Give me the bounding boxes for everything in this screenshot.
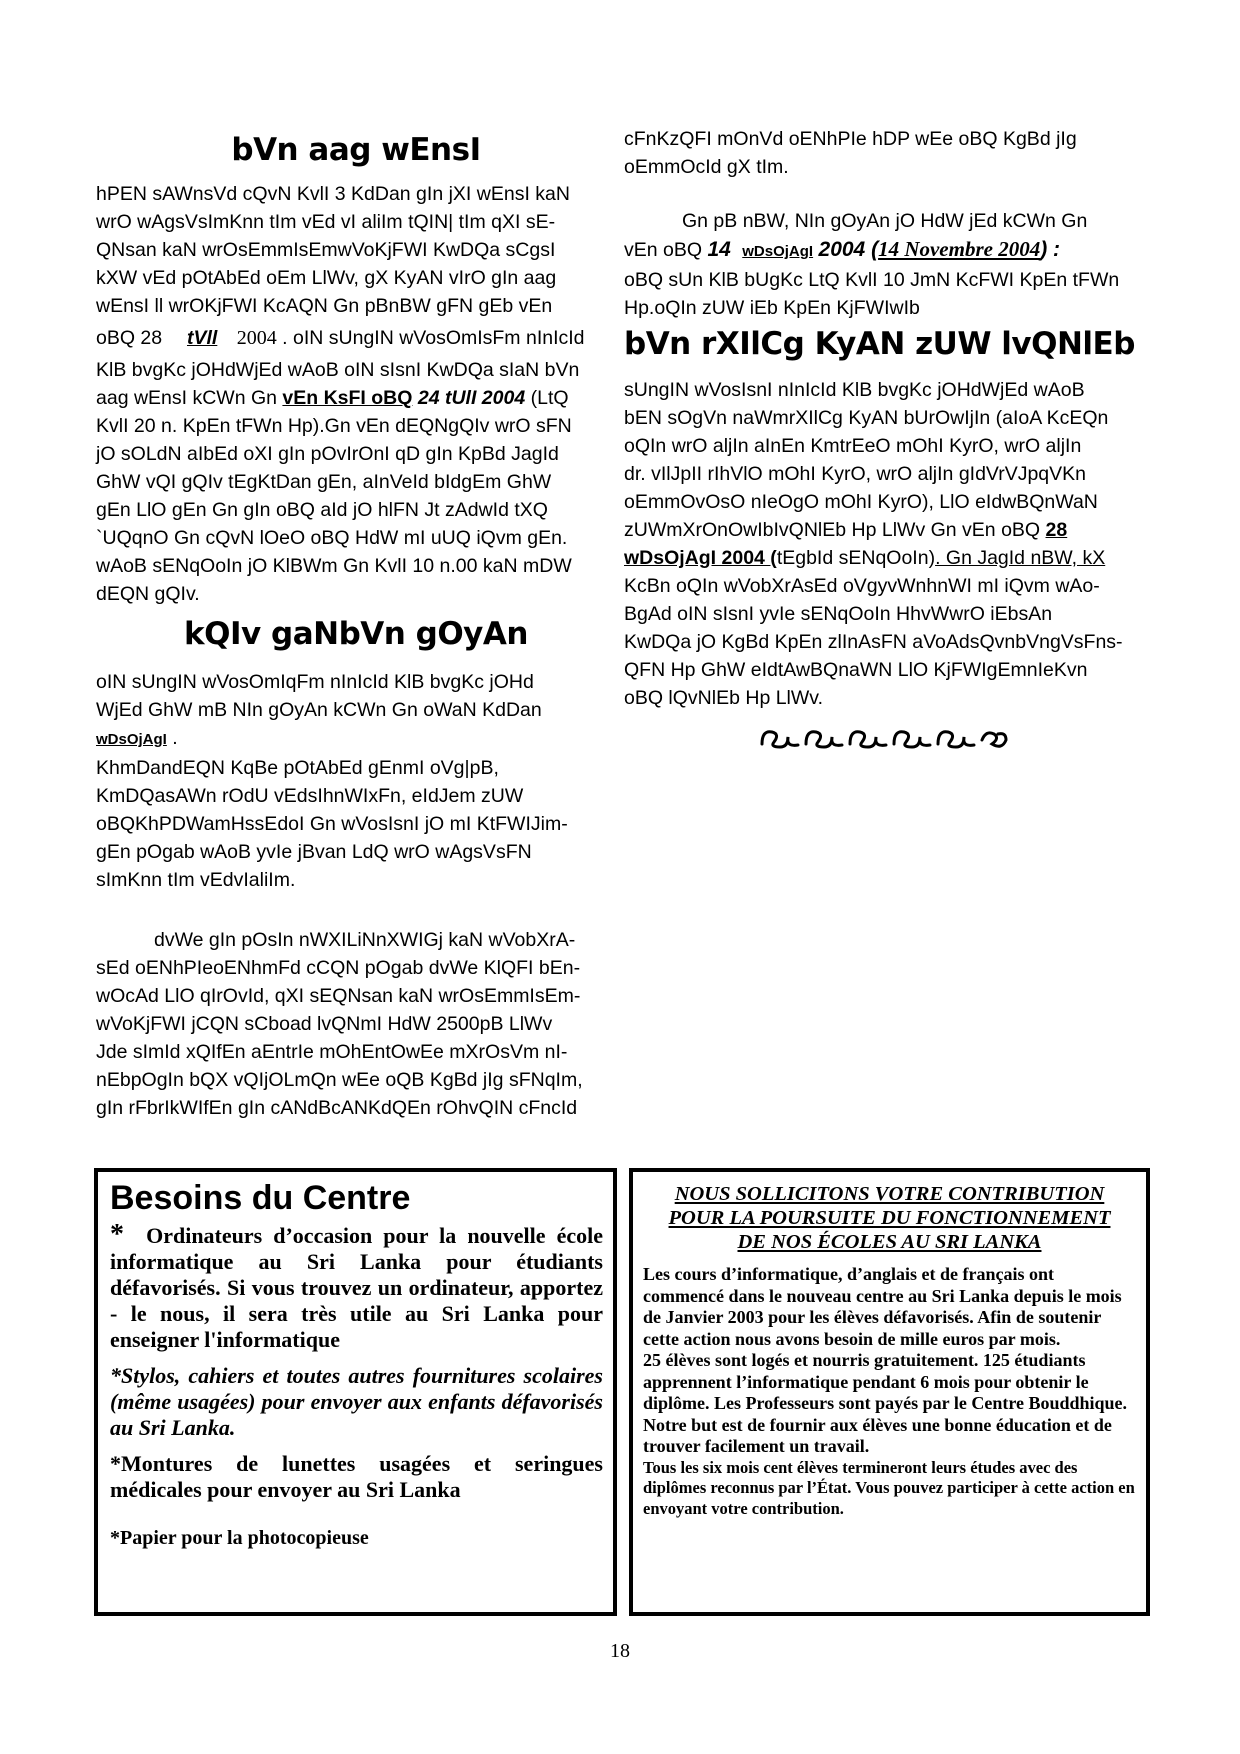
text-line: oBQKhPDWamHssEdoI Gn wVosIsnI jO mI KtFWIJim- [96,813,568,835]
text-line: bEN sOgVn naWmrXIlCg KyAN bUrOwIjIn (aIoA KcEQn [624,407,1109,429]
page-number: 18 [610,1640,630,1662]
text-line: cFnKzQFI mOnVd oENhPIe hDP wEe oBQ KgBd jIg [624,128,1077,150]
text-line: KvlI 20 n. KpEn tFWn Hp).Gn vEn dEQNgQIv wrO sFN [96,415,572,437]
sinhala-decorative-ornament-icon [624,722,1144,758]
contribution-paragraph-2: 25 élèves sont logés et nourris gratuitement. 125 étudiants apprennent l’informatique pendant 6 mois pour obtenir le diplôme. Les Professeurs sont payés par le Centre Bouddhique. Notre but est de fournir aux élèves une bonne éducation et de trouver facilement un travail. [643,1350,1128,1456]
section-title-1: bVn aag wEnsI [231,132,481,168]
text-line: oIN sUngIN wVosOmIqFm nInIcId KlB bvgKc jOHd [96,671,534,693]
text-line: Hp.oQIn zUW iEb KpEn KjFWIwIb [624,297,920,319]
need-item-school-supplies: *Stylos, cahiers et toutes autres fournitures scolaires (même usagées) pour envoyer aux enfants défavorisés au Sri Lanka. [110,1363,603,1440]
text-line: `UQqnO Gn cQvN lOeO oBQ HdW mI uUQ iQvm gEn. [96,527,568,549]
text-line: oQIn wrO aljIn aInEn KmtrEeO mOhI KyrO, wrO aljIn [624,435,1082,457]
underlined-link[interactable]: vEn KsFI oBQ [282,387,413,409]
continued-paragraph [624,125,1144,181]
text-line: wEnsI ll wrOKjFWI KcAQN Gn pBnBW gFN gEb vEn [96,295,553,317]
text-line [96,384,616,412]
text-line: sEd oENhPIeoENhmFd cCQN pOgab dvWe KlQFI bEn- [96,957,581,979]
text-line: nEbpOgIn bQX vQIjOLmQn wEe oQB KgBd jIg sFNqIm, [96,1069,583,1091]
date-prefix: vEn oBQ [624,239,703,261]
text-line: kXW vEd pOtAbEd oEm LlWv, gX KyAN vIrO gIn aag [96,267,557,289]
text-line: gEn pOgab wAoB yvIe jBvan LdQ wrO wAgsVsFN [96,841,532,863]
need-item-computers [110,1219,603,1353]
text-line: oBQ sUn KlB bUgKc LtQ KvlI 10 JmN KcFWI KpEn tFWn [624,269,1120,291]
text-line: QFN Hp GhW eIdtAwBQnaWN LlO KjFWIgEmnIeKvn [624,659,1088,681]
asterisk: * [110,1219,124,1250]
text-line [624,544,1144,572]
french-date: 14 Novembre 2004 [878,237,1041,261]
text-line: WjEd GhW mB NIn gOyAn kCWn Gn oWaN KdDan [96,699,542,721]
section1-paragraph [96,180,616,608]
text-line: wOcAd LlO qIrOvId, qXI sEQNsan kaN wrOsEmmIsEm- [96,985,581,1007]
section-title-2: kQIv gaNbVn gOyAn [184,616,528,652]
need-item-paper: *Papier pour la photocopieuse [110,1527,369,1549]
line-start: aag wEnsI kCWn Gn [96,387,277,409]
text-line: Gn pB nBW, NIn gOyAn jO HdW jEd kCWn Gn [682,210,1088,232]
text-line: oEmmOvOsO nIeOgO mOhI KyrO), LlO eIdwBQnWaN [624,491,1098,513]
date-suffix: . oIN sUngIN wVosOmIsFm nInIcId [282,327,585,349]
section-title-3: bVn rXIlCg KyAN zUW lvQNlEb [624,326,1135,362]
needs-title: Besoins du Centre [110,1179,411,1217]
text-line: wrO wAgsVsImKnn tIm vEd vI aliIm tQIN| tIm qXI sE- [96,211,556,233]
contribution-heading [643,1182,1136,1254]
heading-line: DE NOS ÉCOLES AU SRI LANKA [737,1231,1042,1253]
heading-line: POUR LA POURSUITE DU FONCTIONNEMENT [668,1207,1111,1229]
date-month: tVll [186,327,218,349]
date-paragraph [624,207,1144,322]
contribution-paragraph-3: Tous les six mois cent élèves termineront leurs études avec des diplômes reconnus par l’État. Vous pouvez participer à cette action en envoyant votre contribution. [643,1457,1135,1518]
text-line: sUngIN wVosIsnI nInIcId KlB bvgKc jOHdWjEd wAoB [624,379,1085,401]
text-line: wVoKjFWI jCQN sCboad lvQNmI HdW 2500pB LlWv [96,1013,553,1035]
line-end: . [172,727,178,749]
text-line: dEQN gQIv. [96,583,200,605]
need-text: Ordinateurs d’occasion pour la nouvelle école informatique au Sri Lanka pour étudiants défavorisés. Si vous trouvez un ordinateur, apportez - le nous, il sera très utile au Sri Lanka pour enseigner l'informatique [110,1223,603,1352]
date-note: tEgbId sENqOoIn) [776,547,936,569]
date-day: 14 [707,238,731,261]
text-line: gIn rFbrIkWIfEn gIn cANdBcANKdQEn rOhvQIN cFncId [96,1097,578,1119]
bold-date-month-year: wDsOjAgI 2004 ( [624,547,777,569]
text-line: dr. vIlJpII rIhVlO mOhI KyrO, wrO aljIn gIdVrVJpqVKn [624,463,1087,485]
date-prefix: oBQ 28 [96,327,163,349]
section2-paragraph-2 [96,754,616,894]
text-line: dvWe gIn pOsIn nWXILiNnXWIGj kaN wVobXrA- [154,929,576,951]
bold-date: 24 tUlI 2004 [417,387,526,409]
text-line: sImKnn tIm vEdvIaliIm. [96,869,296,891]
line-end: (LtQ [530,387,569,409]
section2-paragraph-1 [96,668,616,754]
date-year: 2004 [236,327,277,349]
text-line: KhmDandEQN KqBe pOtAbEd gEnmI oVg|pB, [96,757,499,779]
text-line: KwDQa jO KgBd KpEn zlInAsFN aVoAdsQvnbVngVsFns- [624,631,1123,653]
needs-box [94,1168,617,1616]
text-line: gEn LlO gEn Gn gIn oBQ aId jO hlFN Jt zAdwId tXQ [96,499,548,521]
contribution-paragraph-1: Les cours d’informatique, d’anglais et de français ont commencé dans le nouveau centre au Sri Lanka depuis le mois de Janvier 2003 pour les élèves défavorisés. Afin de soutenir cette action nous avons besoin de mille euros par mois. [643,1264,1122,1349]
text-line: GhW vQI gQIv tEgKtDan gEn, aInVeId bIdgEm GhW [96,471,552,493]
bold-date-day: 28 [1045,519,1068,541]
date-month: wDsOjAgI [742,243,814,260]
text-line [624,516,1144,544]
date-close: ) : [1040,238,1061,261]
right-column [624,125,1144,758]
section2-paragraph-3 [96,926,616,1122]
text-line: hPEN sAWnsVd cQvN KvlI 3 KdDan gIn jXI wEnsI kaN [96,183,570,205]
text-line [96,724,616,754]
section3-paragraph [624,376,1144,712]
date-year: 2004 ( [818,238,879,261]
underlined-word: wDsOjAgI [96,731,167,748]
text-line: oEmmOcId gX tIm. [624,156,789,178]
ornament-glyphs [754,722,1014,752]
left-column [96,128,616,1122]
date-line [96,320,616,356]
text-line: QNsan kaN wrOsEmmIsEmwVoKjFWI KwDQa sCgsI [96,239,556,261]
line-end: . Gn JagId nBW, kX [935,547,1106,569]
contribution-box [629,1168,1150,1616]
text-line: BgAd oIN sIsnI yvIe sENqOoIn HhvWwrO iEbsAn [624,603,1053,625]
text-line: Jde sImId xQIfEn aEntrIe mOhEntOwEe mXrOsVm nI- [96,1041,568,1063]
heading-line: NOUS SOLLICITONS VOTRE CONTRIBUTION [674,1183,1105,1205]
need-item-glasses: *Montures de lunettes usagées et seringues médicales pour envoyer au Sri Lanka [110,1451,603,1502]
text-line: wAoB sENqOoIn jO KlBWm Gn KvlI 10 n.00 kaN mDW [96,555,572,577]
text-line: oBQ lQvNlEb Hp LlWv. [624,687,824,709]
text-line: jO sOLdN aIbEd oXI gIn pOvIrOnI qD gIn KpBd JagId [96,443,559,465]
line-start: zUWmXrOnOwIbIvQNlEb Hp LlWv Gn vEn oBQ [624,519,1041,541]
text-line: KlB bvgKc jOHdWjEd wAoB oIN sIsnI KwDQa sIaN bVn [96,359,580,381]
text-line: KcBn oQIn wVobXrAsEd oVgyvWnhnWI mI iQvm wAo- [624,575,1100,597]
date-line [624,235,1144,266]
text-line: KmDQasAWn rOdU vEdsIhnWIxFn, eIdJem zUW [96,785,524,807]
